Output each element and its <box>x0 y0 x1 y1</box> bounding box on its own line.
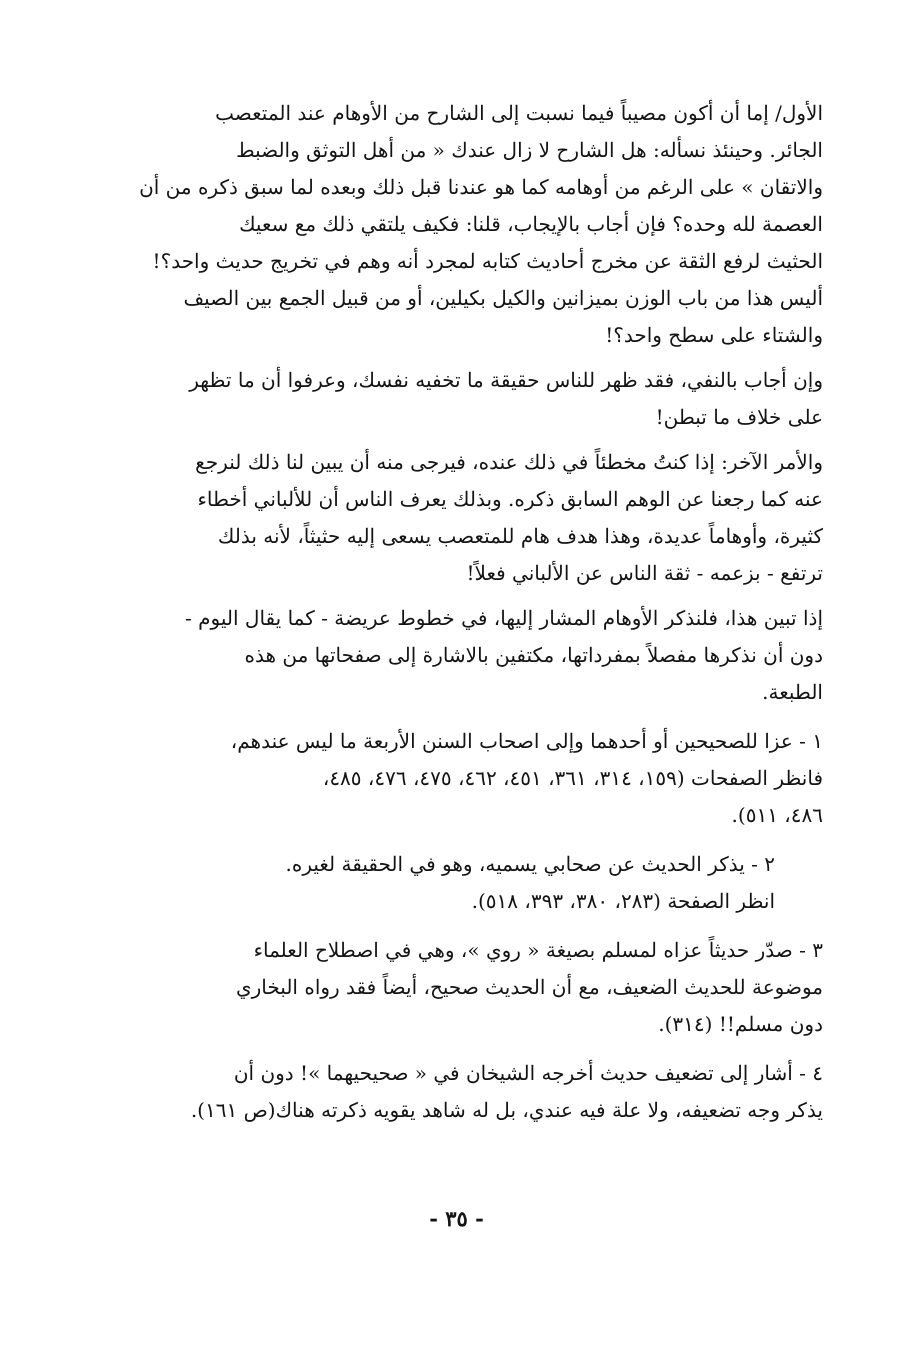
page-body <box>118 95 823 1129</box>
text-line: عنه كما رجعنا عن الوهم السابق ذكره. وبذلك يعرف الناس أن للألباني أخطاء <box>197 487 823 511</box>
text-line: وإن أجاب بالنفي، فقد ظهر للناس حقيقة ما تخفيه نفسك، وعرفوا أن ما تظهر <box>189 368 823 392</box>
list-item-1 <box>118 723 823 834</box>
text-line: إذا تبين هذا، فلنذكر الأوهام المشار إليها، في خطوط عريضة - كما يقال اليوم - <box>185 606 823 630</box>
text-line: العصمة لله وحده؟ فإن أجاب بالإيجاب، قلنا: فكيف يلتقي ذلك مع سعيك <box>239 212 823 236</box>
text-line: انظر الصفحة (٢٨٣، ٣٨٠، ٣٩٣، ٥١٨). <box>471 889 775 913</box>
text-line: الحثيث لرفع الثقة عن مخرج أحاديث كتابه لمجرد أنه وهم في تخريج حديث واحد؟! <box>152 249 823 273</box>
page-number: - ٣٥ - <box>429 1206 484 1231</box>
list-item-2 <box>118 846 823 920</box>
text-line: موضوعة للحديث الضعيف، مع أن الحديث صحيح، أيضاً فقد رواه البخاري <box>235 975 823 999</box>
text-line: ترتفع - بزعمه - ثقة الناس عن الألباني فعلاً! <box>466 561 823 585</box>
text-line: أليس هذا من باب الوزن بميزانين والكيل بكيلين، أو من قبيل الجمع بين الصيف <box>183 286 823 310</box>
text-line: ٣ - صدّر حديثاً عزاه لمسلم بصيغة « روي »، وهي في اصطلاح العلماء <box>253 938 823 962</box>
list-item-4 <box>118 1055 823 1129</box>
text-line: والأمر الآخر: إذا كنتُ مخطئاً في ذلك عنده، فيرجى منه أن يبين لنا ذلك لنرجع <box>195 450 823 474</box>
text-line: ٢ - يذكر الحديث عن صحابي يسميه، وهو في الحقيقة لغيره. <box>285 852 775 876</box>
text-line: كثيرة، وأوهاماً عديدة، وهذا هدف هام للمتعصب يسعى إليه حثيثاً، لأنه بذلك <box>217 524 823 548</box>
text-line: ٤٨٦، ٥١١). <box>731 803 823 827</box>
paragraph-intro-list <box>118 600 823 711</box>
text-line: والاتقان » على الرغم من أوهامه كما هو عندنا قبل ذلك وبعده لما سبق ذكره من أن <box>139 175 823 199</box>
text-line: ١ - عزا للصحيحين أو أحدهما وإلى اصحاب السنن الأربعة ما ليس عندهم، <box>230 729 823 753</box>
paragraph-first-case <box>118 95 823 354</box>
paragraph-negative-answer <box>118 362 823 436</box>
text-line: ٤ - أشار إلى تضعيف حديث أخرجه الشيخان في « صحيحيهما »! دون أن <box>233 1061 823 1085</box>
text-line: على خلاف ما تبطن! <box>655 405 823 429</box>
text-line: فانظر الصفحات (١٥٩، ٣١٤، ٣٦١، ٤٥١، ٤٦٢، ٤٧٥، ٤٧٦، ٤٨٥، <box>322 766 823 790</box>
text-line: يذكر وجه تضعيفه، ولا علة فيه عندي، بل له شاهد يقويه ذكرته هناك(ص ١٦١). <box>190 1098 823 1122</box>
text-line: دون أن نذكرها مفصلاً بمفرداتها، مكتفين بالاشارة إلى صفحاتها من هذه <box>244 643 823 667</box>
text-line: والشتاء على سطح واحد؟! <box>605 323 823 347</box>
paragraph-second-case <box>118 444 823 592</box>
text-line: الطبعة. <box>762 680 823 704</box>
text-line: الجائر. وحينئذ نسأله: هل الشارح لا زال عندك « من أهل التوثق والضبط <box>236 138 823 162</box>
text-line: الأول/ إما أن أكون مصيباً فيما نسبت إلى الشارح من الأوهام عند المتعصب <box>215 101 823 125</box>
text-line: دون مسلم!! (٣١٤). <box>658 1012 823 1036</box>
list-item-3 <box>118 932 823 1043</box>
